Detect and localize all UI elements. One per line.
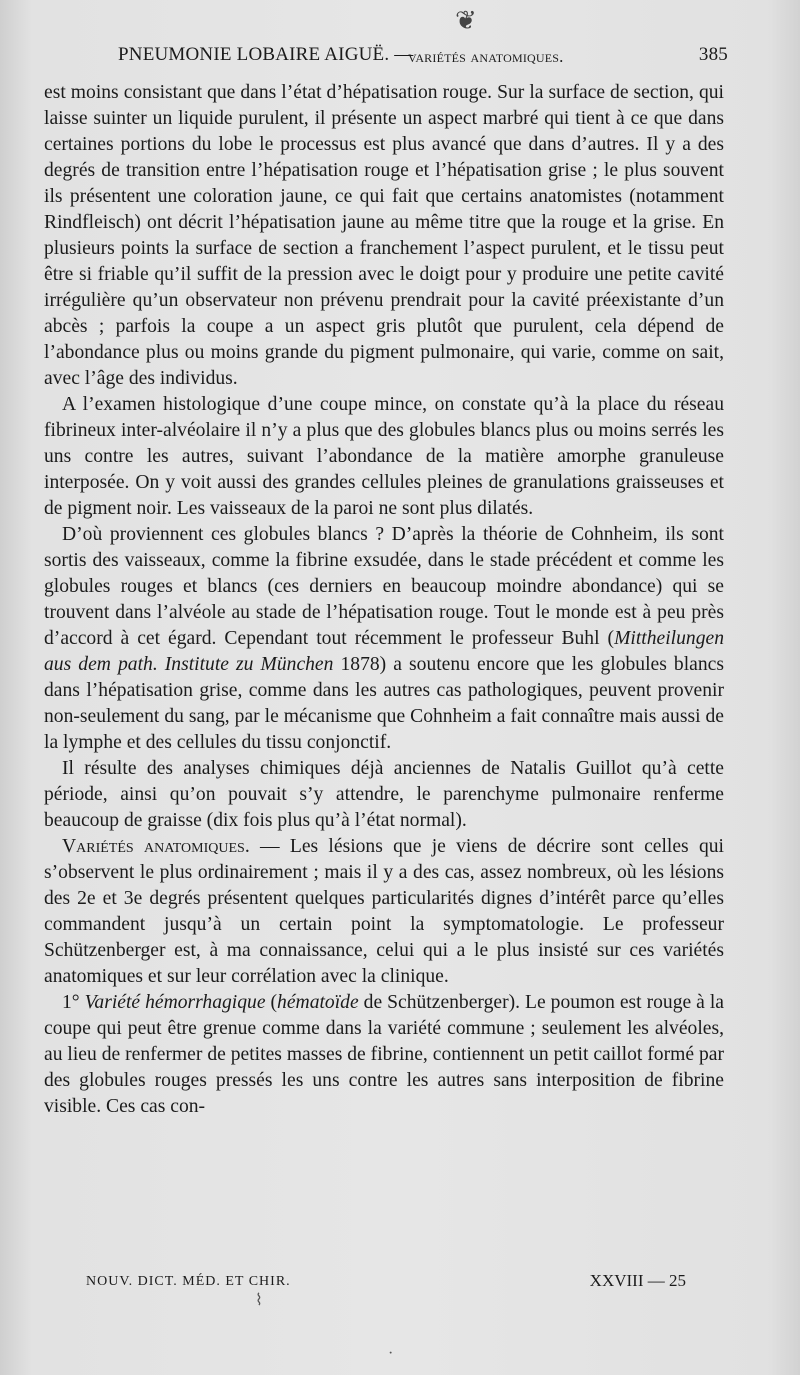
paragraph-6-text: de Schützenberger). Le poumon est rouge à la coupe qui peut être grenue comme dans la variété commune ; seulement les alvéoles, au lieu de renfermer de petites masses de fibrine, contiennent un petit caillot formé par des globules rouges pressés les uns contre les autres sans interposition de fibrine visible. Ces cas con- [44, 992, 724, 1117]
paragraph-3-text-a: D’où proviennent ces globules blancs ? D’après la théorie de Cohnheim, ils sont sortis des vaisseaux, comme la fibrine exsudée, dans le stade précédent et comme les globules rouges et blancs (ces derniers en beaucoup moindre abondance) qui se trouvent dans l’alvéole au stade de l’hépatisation rouge. Tout le monde est à peu près d’accord à cet égard. Cependant tout récemment le professeur Buhl ( [44, 524, 724, 649]
variety-alt-name: hématoïde [277, 992, 359, 1013]
running-head [118, 44, 728, 70]
citation-title: Mittheilungen aus dem path. Institute zu München [44, 628, 724, 675]
section-heading: Variétés anatomiques. [62, 836, 250, 857]
page-number: 385 [698, 44, 728, 65]
footer-publication: NOUV. DICT. MÉD. ET CHIR. [86, 1274, 291, 1289]
footer [86, 1271, 686, 1295]
pencil-mark-icon: ⌇ [255, 1292, 263, 1309]
paragraph-3-text-b: 1878) a soutenu encore que les globules blancs dans l’hépatisation grise, comme dans les autres cas pathologiques, peuvent provenir non-seulement du sang, par le mécanisme que Cohnheim a fait connaître mais aussi de la lymphe et des cellules du tissu conjonctif. [44, 654, 724, 753]
paragraph-2: A l’examen histologique d’une coupe mince, on constate qu’à la place du réseau fibrineux inter-alvéolaire il n’y a plus que des globules blancs plus ou moins serrés les uns contre les autres, suivant l’abondance de la matière amorphe granuleuse interposée. On y voit aussi des grandes cellules pleines de granulations graisseuses et de pigment noir. Les vaisseaux de la paroi ne sont plus dilatés. [44, 394, 724, 519]
paragraph-1: est moins consistant que dans l’état d’hépatisation rouge. Sur la surface de section, qui laisse suinter un liquide purulent, il présente un aspect marbré qui tient à ce que dans certaines portions du lobe le processus est plus avancé que dans d’autres. Il y a des degrés de transition entre l’hépatisation rouge et l’hépatisation grise ; le plus souvent ils présentent une coloration jaune, ce qui fait que certains anatomistes (notamment Rindfleisch) ont décrit l’hépatisation jaune au même titre que la rouge et la grise. En plusieurs points la surface de section a franchement l’aspect purulent, et le tissu peut être si friable qu’il suffit de la pression avec le doigt pour y produire une petite cavité irrégulière qu’un observateur non prévenu prendrait pour la cavité préexistante d’un abcès ; parfois la coupe a un aspect gris plutôt que purulent, cela dépend de l’abondance plus ou moins grande du pigment pulmonaire, qui varie, comme on sait, avec l’âge des individus. [44, 82, 724, 389]
variety-name: Variété hémorrhagique [84, 992, 266, 1013]
paragraph-6-paren: ( [265, 992, 278, 1013]
running-head-title: PNEUMONIE LOBAIRE AIGUË. — [118, 44, 414, 65]
paragraph-5-text: — Les lésions que je viens de décrire sont celles qui s’observent le plus ordinairement ; mais il y a des cas, assez nombreux, où les lésions des 2e et 3e degrés présentent quelques particularités dignes d’intérêt parce qu’elles commandent jusqu’à un certain point la symptomatologie. Le professeur Schützenberger est, à ma connaissance, celui qui a le plus insisté sur ces variétés anatomiques et sur leur corrélation avec la clinique. [44, 836, 724, 987]
paragraph-6 [44, 990, 724, 1120]
paragraph-5 [44, 834, 724, 990]
item-number: 1° [62, 992, 85, 1013]
paragraph-3 [44, 522, 724, 756]
paragraph-4: Il résulte des analyses chimiques déjà anciennes de Natalis Guillot qu’à cette période, ainsi qu’on pouvait s’y attendre, le parenchyme pulmonaire renferme beaucoup de graisse (dix fois plus qu’à l’état normal). [44, 758, 724, 831]
printer-ornament-icon: ❦ [455, 6, 477, 35]
footer-signature: XXVIII — 25 [589, 1271, 686, 1290]
ink-dot-icon: · [388, 1345, 394, 1362]
running-head-subtitle: variétés anatomiques. [408, 47, 564, 66]
body-text [44, 80, 724, 1120]
